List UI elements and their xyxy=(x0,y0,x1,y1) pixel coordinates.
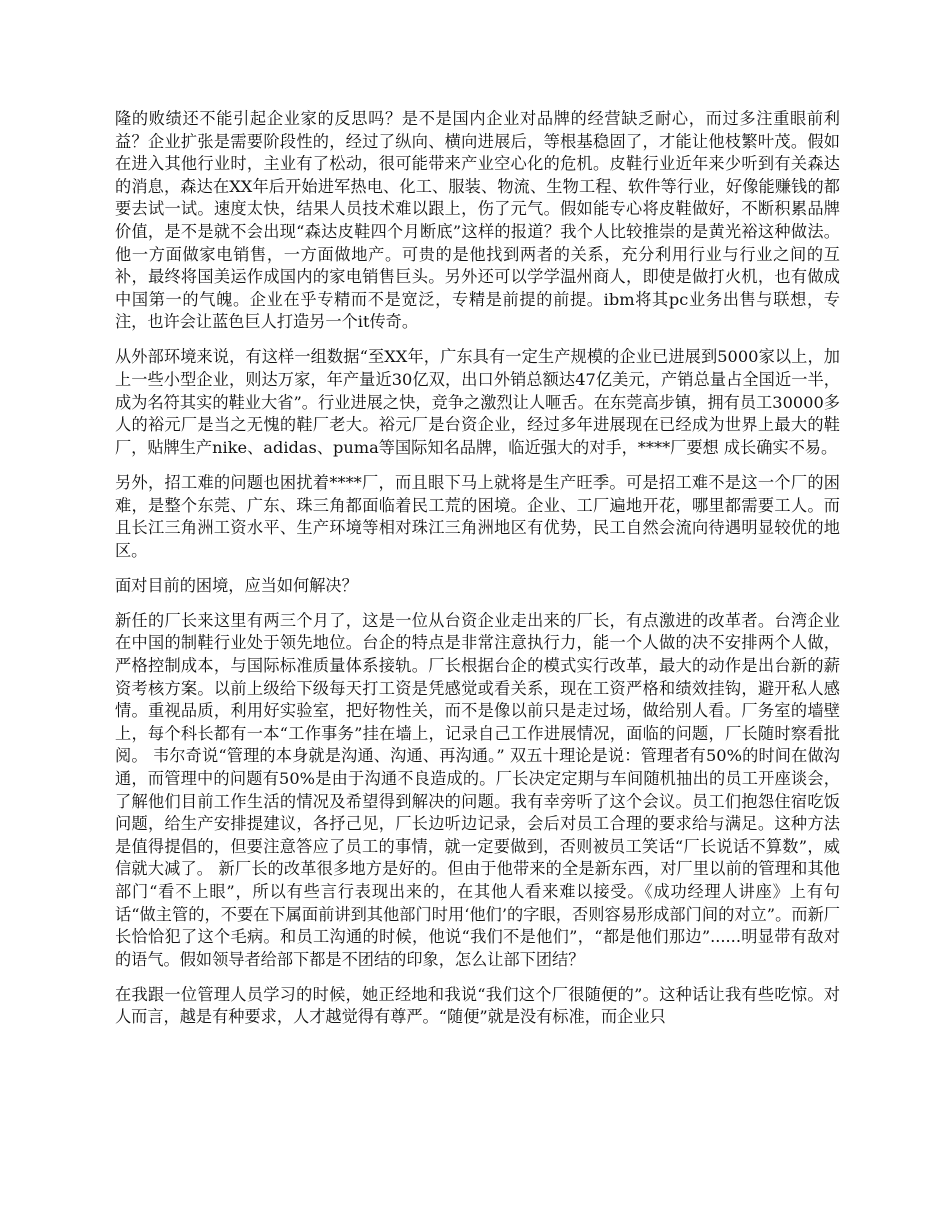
paragraph: 在我跟一位管理人员学习的时候，她正经地和我说“我们这个厂很随便的”。这种话让我有些吃惊。对人而言，越是有种要求，人才越觉得有尊严。“随便”就是没有标准，而企业只 xyxy=(115,984,840,1027)
document-body xyxy=(115,108,840,1042)
paragraph: 面对目前的困境，应当如何解决？ xyxy=(115,575,358,595)
paragraph: 新任的厂长来这里有两三个月了，这是一位从台资企业走出来的厂长，有点激进的改革者。台湾企业在中国的制鞋行业处于领先地位。台企的特点是非常注意执行力，能一个人做的决不安排两个人做，严格控制成本，与国际标准质量体系接轨。厂长根据台企的模式实行改革，最大的动作是出台新的薪资考核方案。以前上级给下级每天打工资是凭感觉或看关系，现在工资严格和绩效挂钩，避开私人感情。重视品质，利用好实验室，把好物性关，而不是像以前只是走过场，做给别人看。厂务室的墙壁上，每个科长都有一本“工作事务”挂在墙上，记录自己工作进展情况，面临的问题，厂长随时察看批阅。 韦尔奇说“管理的本身就是沟通、沟通、再沟通。” 双五十理论是说：管理者有50%的时间在做沟通，而管理中的问题有50%是由于沟通不良造成的。厂长决定定期与车间随机抽出的员工开座谈会，了解他们目前工作生活的情况及希望得到解决的问题。我有幸旁听了这个会议。员工们抱怨住宿吃饭问题，给生产安排提建议，各抒己见，厂长边听边记录，会后对员工合理的要求给与满足。这种方法是值得提倡的，但要注意答应了员工的事情，就一定要做到，否则被员工笑话“厂长说话不算数”，威信就大减了。 新厂长的改革很多地方是好的。但由于他带来的全是新东西，对厂里以前的管理和其他部门“看不上眼”，所以有些言行表现出来的，在其他人看来难以接受。《成功经理人讲座》上有句话“做主管的，不要在下属面前讲到其他部门时用‘他们’的字眼，否则容易形成部门间的对立”。而新厂长恰恰犯了这个毛病。和员工沟通的时候，他说“我们不是他们”，“都是他们那边”......明显带有敌对的语气。假如领导者给部下都是不团结的印象，怎么让部下团结？ xyxy=(115,610,840,969)
paragraph: 另外，招工难的问题也困扰着****厂，而且眼下马上就将是生产旺季。可是招工难不是这一个厂的困难，是整个东莞、广东、珠三角都面临着民工荒的困境。企业、工厂遍地开花，哪里都需要工人。而且长江三角洲工资水平、生产环境等相对珠江三角洲地区有优势，民工自然会流向待遇明显较优的地区。 xyxy=(115,472,840,560)
paragraph: 从外部环境来说，有这样一组数据“至XX年，广东具有一定生产规模的企业已进展到5000家以上，加上一些小型企业，则达万家，年产量近30亿双，出口外销总额达47亿美元，产销总量占全国近一半，成为名符其实的鞋业大省”。行业进展之快，竞争之激烈让人咂舌。在东莞高步镇，拥有员工30000多人的裕元厂是当之无愧的鞋厂老大。裕元厂是台资企业，经过多年进展现在已经成为世界上最大的鞋厂，贴牌生产nike、adidas、puma等国际知名品牌，临近强大的对手，****厂要想 成长确实不易。 xyxy=(115,347,840,457)
paragraph: 隆的败绩还不能引起企业家的反思吗？是不是国内企业对品牌的经营缺乏耐心，而过多注重眼前利益？企业扩张是需要阶段性的，经过了纵向、横向进展后，等根基稳固了，才能让他枝繁叶茂。假如在进入其他行业时，主业有了松动，很可能带来产业空心化的危机。皮鞋行业近年来少听到有关森达的消息，森达在XX年后开始进军热电、化工、服装、物流、生物工程、软件等行业，好像能赚钱的都要去试一试。速度太快，结果人员技术难以跟上，伤了元气。假如能专心将皮鞋做好，不断积累品牌价值，是不是就不会出现“森达皮鞋四个月断底”这样的报道？我个人比较推崇的是黄光裕这种做法。他一方面做家电销售，一方面做地产。可贵的是他找到两者的关系，充分利用行业与行业之间的互补，最终将国美运作成国内的家电销售巨头。另外还可以学学温州商人，即使是做打火机，也有做成中国第一的气魄。企业在乎专精而不是宽泛，专精是前提的前提。ibm将其pc业务出售与联想，专注，也许会让蓝色巨人打造另一个it传奇。 xyxy=(115,109,840,332)
